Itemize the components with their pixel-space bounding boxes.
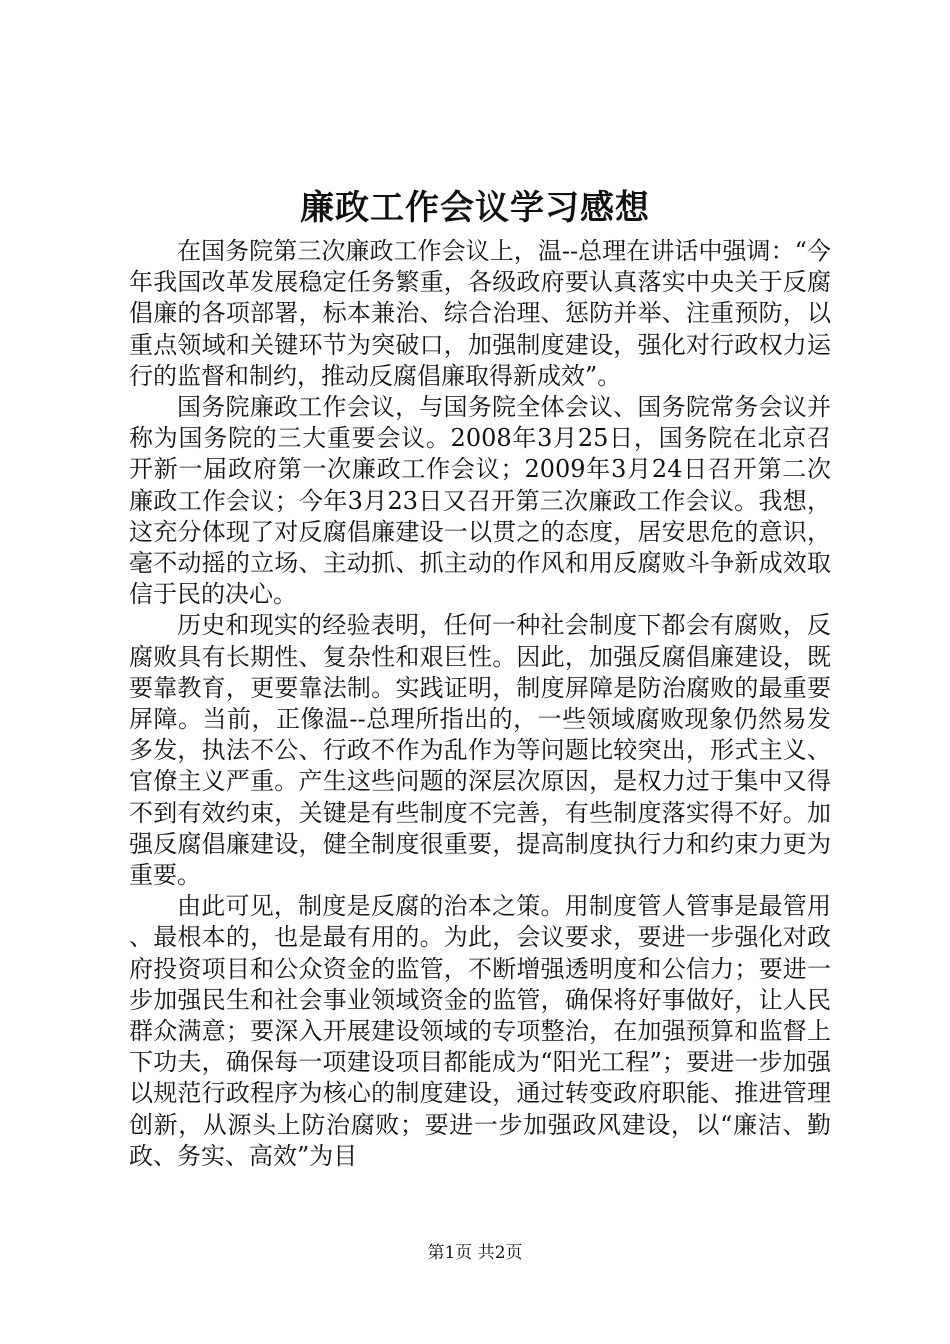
- document-title: 廉政工作会议学习感想: [300, 188, 650, 228]
- paragraph-4: 由此可见，制度是反腐的治本之策。用制度管人管事是最管用、最根本的，也是最有用的。为此，会议要求，要进一步强化对政府投资项目和公众资金的监管，不断增强透明度和公信力；要进一步加强民生和社会事业领域资金的监管，确保将好事做好，让人民群众满意；要深入开展建设领域的专项整治，在加强预算和监督上下功夫，确保每一项建设项目都能成为“阳光工程”；要进一步加强以规范行政程序为核心的制度建设，通过转变政府职能、推进管理创新，从源头上防治腐败；要进一步加强政风建设，以“廉洁、勤政、务实、高效”为目: [129, 892, 831, 1170]
- paragraph-3: 历史和现实的经验表明，任何一种社会制度下都会有腐败，反腐败具有长期性、复杂性和艰巨性。因此，加强反腐倡廉建设，既要靠教育，更要靠法制。实践证明，制度屏障是防治腐败的最重要屏障。当前，正像温--总理所指出的，一些领域腐败现象仍然易发多发，执法不公、行政不作为乱作为等问题比较突出，形式主义、官僚主义严重。产生这些问题的深层次原因，是权力过于集中又得不到有效约束，关键是有些制度不完善，有些制度落实得不好。加强反腐倡廉建设，健全制度很重要，提高制度执行力和约束力更为重要。: [129, 611, 831, 890]
- document-body: [129, 236, 831, 1172]
- paragraph-2: 国务院廉政工作会议，与国务院全体会议、国务院常务会议并称为国务院的三大重要会议。2008年3月25日，国务院在北京召开新一届政府第一次廉政工作会议；2009年3月24日召开第二次廉政工作会议；今年3月23日又召开第三次廉政工作会议。我想，这充分体现了对反腐倡廉建设一以贯之的态度，居安思危的意识，毫不动摇的立场、主动抓、抓主动的作风和用反腐败斗争新成效取信于民的决心。: [129, 393, 831, 609]
- paragraph-1: 在国务院第三次廉政工作会议上，温--总理在讲话中强调：“今年我国改革发展稳定任务繁重，各级政府要认真落实中央关于反腐倡廉的各项部署，标本兼治、综合治理、惩防并举、注重预防，以重点领域和关键环节为突破口，加强制度建设，强化对行政权力运行的监督和制约，推动反腐倡廉取得新成效”。: [129, 237, 831, 390]
- page-number-footer: 第1页 共2页: [427, 1243, 523, 1263]
